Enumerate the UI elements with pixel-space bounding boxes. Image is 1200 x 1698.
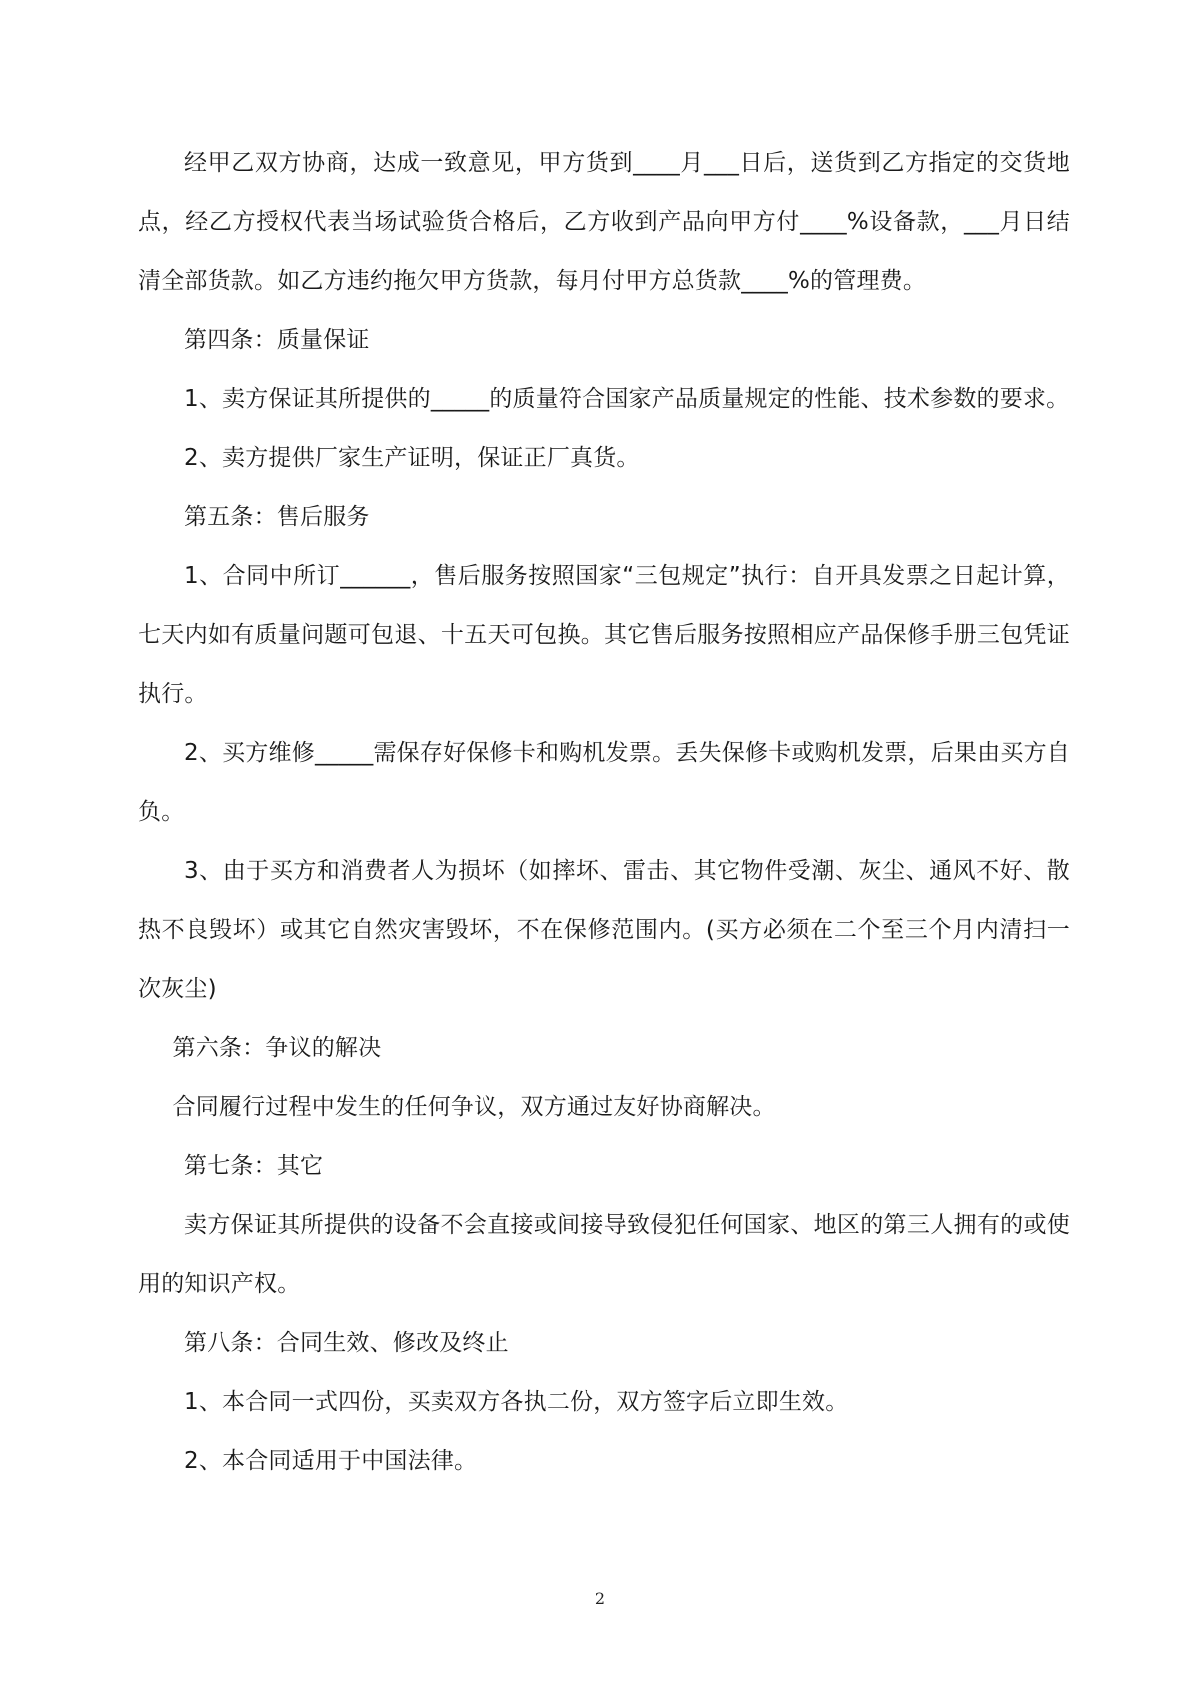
service-clause-2: 2、买方维修_____需保存好保修卡和购机发票。丢失保修卡或购机发票，后果由买方自负。 (138, 740, 1070, 825)
article-4-heading: 第四条：质量保证 (184, 327, 370, 353)
page-number: 2 (594, 1589, 606, 1608)
article-8-heading: 第八条：合同生效、修改及终止 (184, 1330, 509, 1356)
article-7-heading: 第七条：其它 (184, 1153, 324, 1179)
effect-clause-1: 1、本合同一式四份，买卖双方各执二份，双方签字后立即生效。 (184, 1389, 849, 1415)
quality-clause-1: 1、卖方保证其所提供的_____的质量符合国家产品质量规定的性能、技术参数的要求。 (184, 386, 1070, 412)
payment-terms-paragraph: 经甲乙双方协商，达成一致意见，甲方货到____月___日后，送货到乙方指定的交货地点，经乙方授权代表当场试验货合格后，乙方收到产品向甲方付____%设备款，___月日结清全部货款。如乙方违约拖欠甲方货款，每月付甲方总货款____%的管理费。 (138, 150, 1070, 294)
quality-clause-2: 2、卖方提供厂家生产证明，保证正厂真货。 (184, 445, 640, 471)
service-clause-3: 3、由于买方和消费者人为损坏（如摔坏、雷击、其它物件受潮、灰尘、通风不好、散热不良毁坏）或其它自然灾害毁坏，不在保修范围内。(买方必须在二个至三个月内清扫一次灰尘) (138, 858, 1070, 1002)
service-clause-1: 1、合同中所订______，售后服务按照国家“三包规定”执行：自开具发票之日起计算，七天内如有质量问题可包退、十五天可包换。其它售后服务按照相应产品保修手册三包凭证执行。 (138, 563, 1070, 707)
document-body (138, 134, 1070, 1491)
article-5-heading: 第五条：售后服务 (184, 504, 370, 530)
article-6-heading: 第六条：争议的解决 (172, 1035, 382, 1061)
effect-clause-2: 2、本合同适用于中国法律。 (184, 1448, 478, 1474)
dispute-clause: 合同履行过程中发生的任何争议，双方通过友好协商解决。 (172, 1094, 776, 1120)
other-clause: 卖方保证其所提供的设备不会直接或间接导致侵犯任何国家、地区的第三人拥有的或使用的知识产权。 (138, 1212, 1070, 1297)
